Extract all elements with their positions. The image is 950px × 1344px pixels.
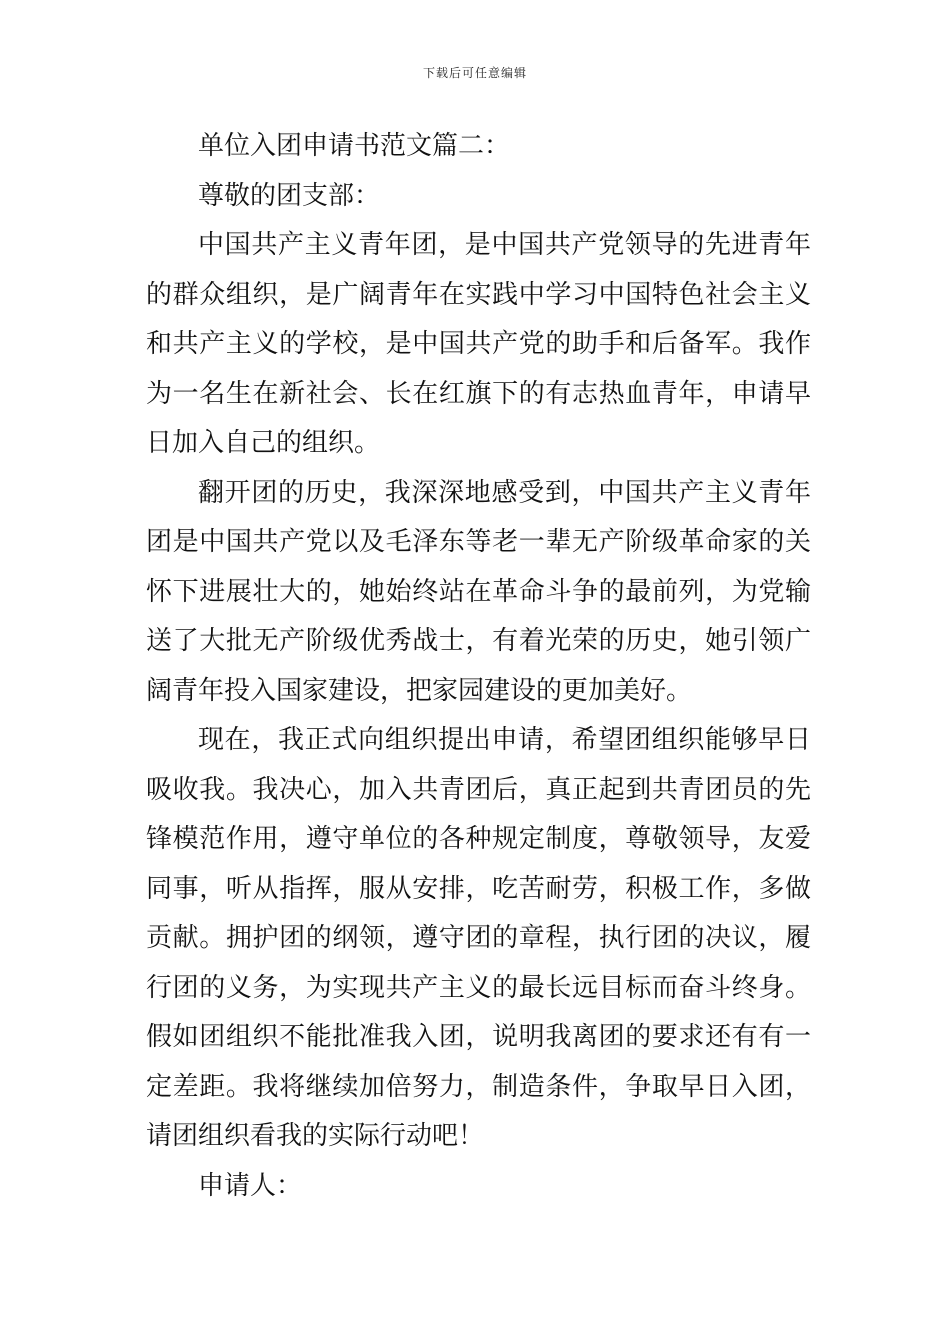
signature-label: 申请人： — [198, 1170, 303, 1201]
document-body — [146, 122, 811, 1211]
document-heading: 单位入团申请书范文篇二： — [198, 131, 511, 161]
salutation: 尊敬的团支部： — [198, 180, 381, 211]
paragraph: 翻开团的历史，我深深地感受到，中国共产主义青年团是中国共产党以及毛泽东等老一辈无产阶级革命家的关怀下进展壮大的，她始终站在革命斗争的最前列，为党输送了大批无产阶级优秀战士，有着光荣的历史，她引领广阔青年投入国家建设，把家园建设的更加美好。 — [146, 477, 811, 706]
paragraph: 中国共产主义青年团，是中国共产党领导的先进青年的群众组织，是广阔青年在实践中学习中国特色社会主义和共产主义的学校，是中国共产党的助手和后备军。我作为一名生在新社会、长在红旗下的有志热血青年，申请早日加入自己的组织。 — [146, 230, 811, 458]
header-note: 下载后可任意编辑 — [422, 66, 527, 80]
paragraph: 现在，我正式向组织提出申请，希望团组织能够早日吸收我。我决心，加入共青团后，真正起到共青团员的先锋模范作用，遵守单位的各种规定制度，尊敬领导，友爱同事，听从指挥，服从安排，吃苦耐劳，积极工作，多做贡献。拥护团的纲领，遵守团的章程，执行团的决议，履行团的义务，为实现共产主义的最长远目标而奋斗终身。假如团组织不能批准我入团，说明我离团的要求还有有一定差距。我将继续加倍努力，制造条件，争取早日入团，请团组织看我的实际行动吧！ — [146, 725, 811, 1151]
